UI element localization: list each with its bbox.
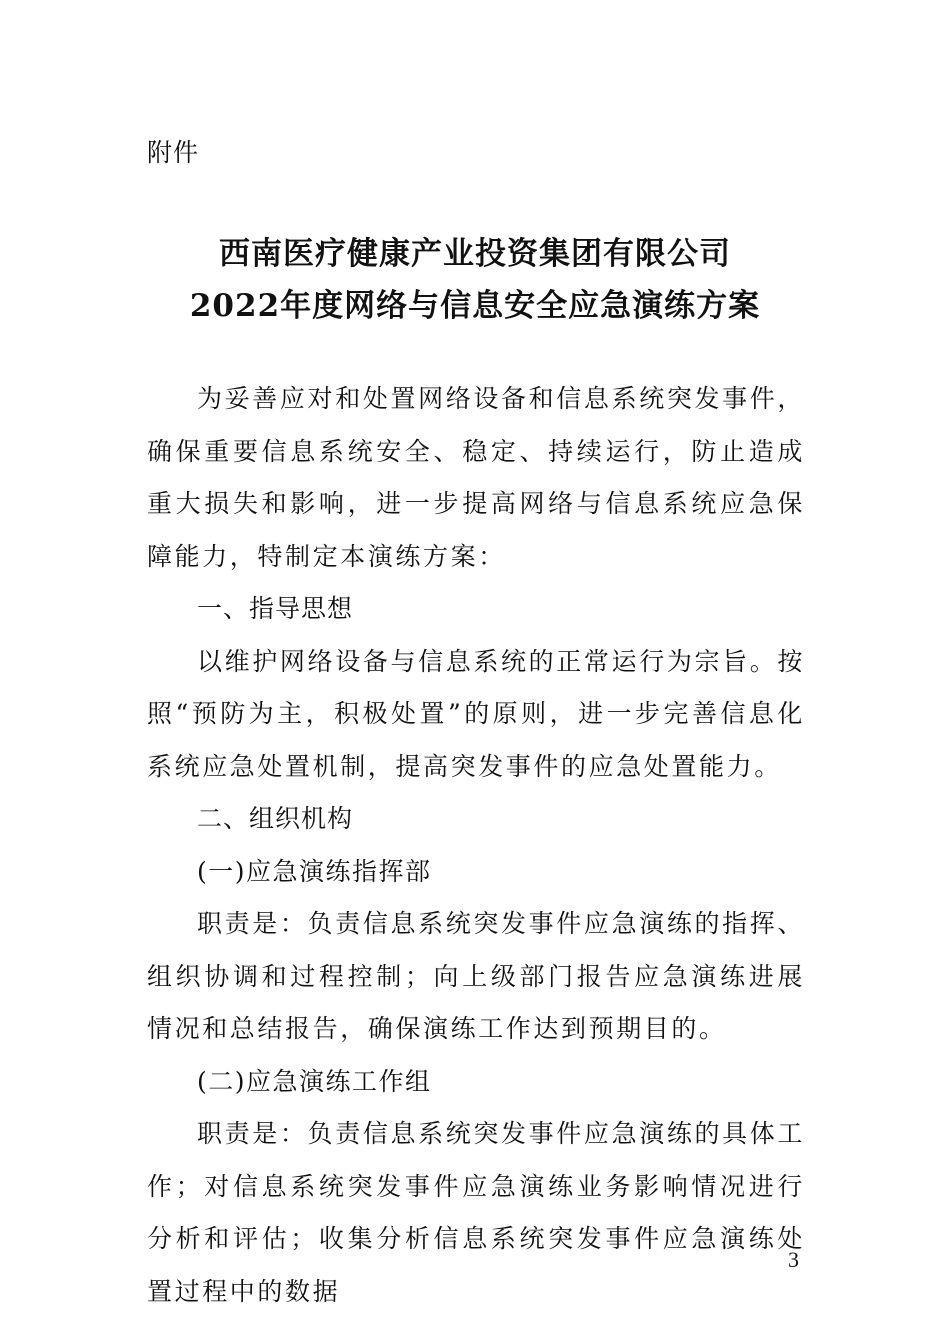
page-number: 3 — [788, 1247, 799, 1272]
command-duties-paragraph: 职责是：负责信息系统突发事件应急演练的指挥、组织协调和过程控制；向上级部门报告应急演练进展情况和总结报告，确保演练工作达到预期目的。 — [147, 909, 805, 1043]
working-group-duties-paragraph: 职责是：负责信息系统突发事件应急演练的具体工作；对信息系统突发事件应急演练业务影响情况进行分析和评估；收集分析信息系统突发事件应急演练处置过程中的数据 — [147, 1119, 805, 1306]
subsection-heading-command: (一)应急演练指挥部 — [197, 856, 432, 886]
document-body — [147, 373, 805, 1318]
intro-paragraph: 为妥善应对和处置网络设备和信息系统突发事件，确保重要信息系统安全、稳定、持续运行，防止造成重大损失和影响，进一步提高网络与信息系统应急保障能力，特制定本演练方案： — [147, 384, 805, 571]
annex-label: 附件 — [147, 138, 200, 167]
guiding-ideology-paragraph: 以维护网络设备与信息系统的正常运行为宗旨。按照“预防为主，积极处置”的原则，进一步完善信息化系统应急处置机制，提高突发事件的应急处置能力。 — [147, 646, 805, 781]
section-heading-organization: 二、组织机构 — [197, 804, 354, 833]
section-heading-guiding-ideology: 一、指导思想 — [197, 594, 354, 623]
subsection-heading-working-group: (二)应急演练工作组 — [197, 1066, 432, 1096]
document-title-line-2: 2022年度网络与信息安全应急演练方案 — [189, 288, 761, 324]
document-title-line-1: 西南医疗健康产业投资集团有限公司 — [219, 236, 731, 272]
